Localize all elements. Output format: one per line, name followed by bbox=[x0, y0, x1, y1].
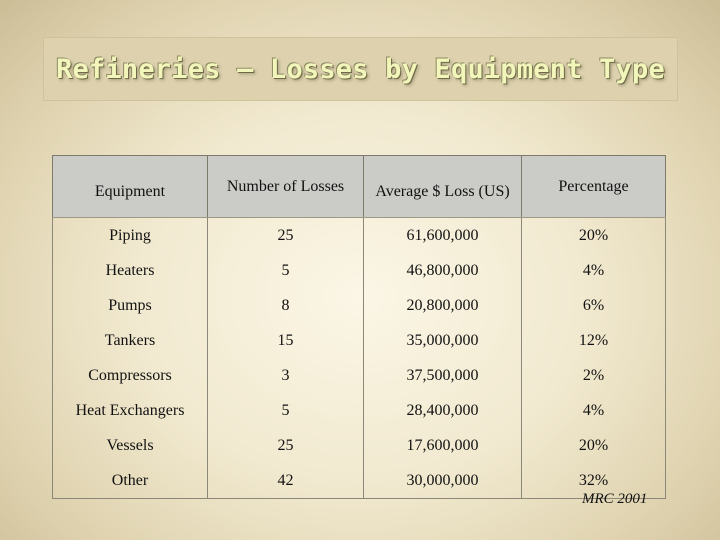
cell-average-loss: 30,000,000 bbox=[364, 463, 522, 499]
cell-average-loss: 35,000,000 bbox=[364, 323, 522, 358]
table-row bbox=[53, 288, 666, 323]
cell-average-loss: 46,800,000 bbox=[364, 253, 522, 288]
cell-number-of-losses: 3 bbox=[208, 358, 364, 393]
table-row bbox=[53, 463, 666, 499]
cell-equipment: Heat Exchangers bbox=[53, 393, 208, 428]
cell-percentage: 4% bbox=[522, 393, 666, 428]
cell-average-loss: 17,600,000 bbox=[364, 428, 522, 463]
table-header-row bbox=[53, 156, 666, 218]
cell-average-loss: 20,800,000 bbox=[364, 288, 522, 323]
cell-equipment: Heaters bbox=[53, 253, 208, 288]
header-equipment: Equipment bbox=[53, 156, 208, 218]
table-row bbox=[53, 428, 666, 463]
cell-equipment: Compressors bbox=[53, 358, 208, 393]
cell-percentage: 12% bbox=[522, 323, 666, 358]
cell-number-of-losses: 42 bbox=[208, 463, 364, 499]
cell-number-of-losses: 5 bbox=[208, 253, 364, 288]
cell-number-of-losses: 25 bbox=[208, 428, 364, 463]
cell-equipment: Tankers bbox=[53, 323, 208, 358]
cell-percentage: 2% bbox=[522, 358, 666, 393]
cell-number-of-losses: 5 bbox=[208, 393, 364, 428]
source-credit: MRC 2001 bbox=[582, 491, 648, 507]
cell-percentage: 4% bbox=[522, 253, 666, 288]
cell-average-loss: 37,500,000 bbox=[364, 358, 522, 393]
cell-equipment: Pumps bbox=[53, 288, 208, 323]
cell-number-of-losses: 25 bbox=[208, 218, 364, 254]
table-row bbox=[53, 358, 666, 393]
table-row bbox=[53, 393, 666, 428]
table-row bbox=[53, 218, 666, 254]
cell-percentage: 32% bbox=[522, 463, 666, 499]
table-row bbox=[53, 323, 666, 358]
header-average-loss: Average $ Loss (US) bbox=[364, 156, 522, 218]
cell-number-of-losses: 15 bbox=[208, 323, 364, 358]
slide-title: Refineries – Losses by Equipment Type bbox=[56, 54, 665, 85]
cell-average-loss: 28,400,000 bbox=[364, 393, 522, 428]
cell-percentage: 20% bbox=[522, 428, 666, 463]
losses-table bbox=[52, 155, 666, 499]
title-bar bbox=[43, 37, 678, 101]
header-percentage: Percentage bbox=[522, 156, 666, 218]
cell-average-loss: 61,600,000 bbox=[364, 218, 522, 254]
cell-percentage: 6% bbox=[522, 288, 666, 323]
header-number-of-losses: Number of Losses bbox=[208, 156, 364, 218]
cell-equipment: Vessels bbox=[53, 428, 208, 463]
table-row bbox=[53, 253, 666, 288]
cell-equipment: Piping bbox=[53, 218, 208, 254]
cell-percentage: 20% bbox=[522, 218, 666, 254]
cell-number-of-losses: 8 bbox=[208, 288, 364, 323]
cell-equipment: Other bbox=[53, 463, 208, 499]
